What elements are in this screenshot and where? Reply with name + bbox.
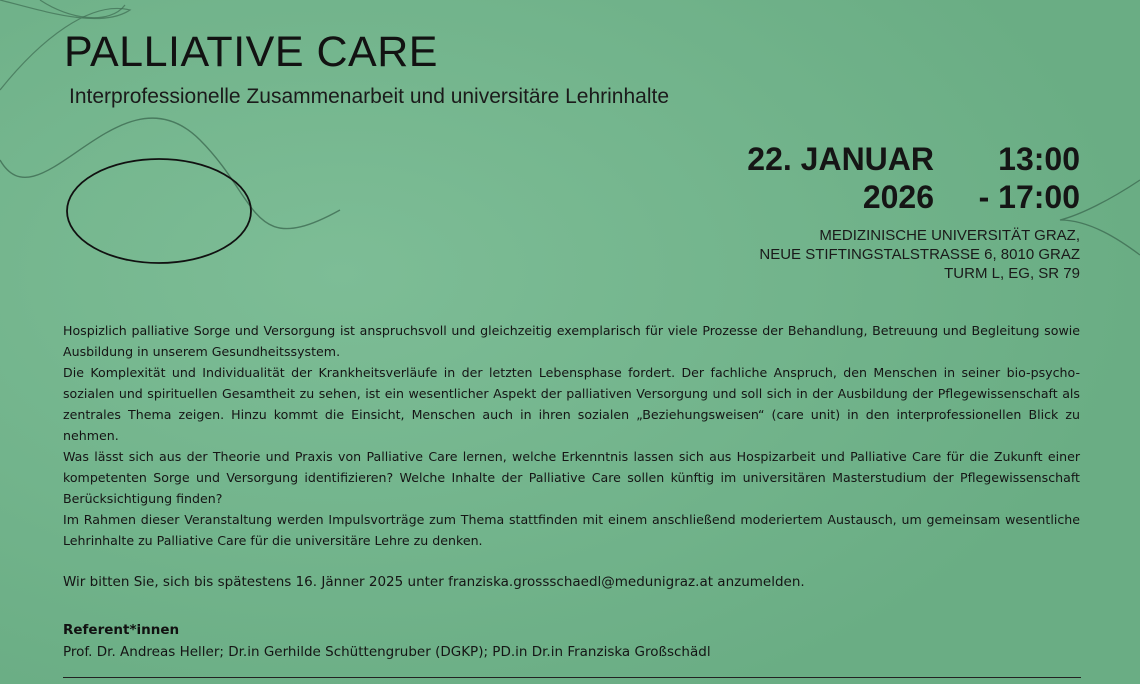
description-paragraph-4: Im Rahmen dieser Veranstaltung werden Impulsvorträge zum Thema stattfinden mit einem anschließend moderiertem Austausch, um gemeinsam wesentliche Lehrinhalte zu Palliative Care für die universitäre Lehre zu denken. [63,512,1080,548]
event-time-line2: - 17:00 [978,179,1080,215]
venue-line3: TURM L, EG, SR 79 [944,265,1080,282]
page-subtitle: Interprofessionelle Zusammenarbeit und universitäre Lehrinhalte [69,85,669,108]
venue-line1: MEDIZINISCHE UNIVERSITÄT GRAZ, [819,227,1080,244]
description-paragraph-2: Die Komplexität und Individualität der Krankheitsverläufe in der letzten Lebensphase fordert. Der fachliche Anspruch, den Menschen in seiner bio-psycho-sozialen und spirituellen Gesamtheit zu sehen, ist ein wesentlicher Aspekt der palliativen Versorgung und soll sich in der Ausbildung der Pflegewissenschaft als zentrales Thema zeigen. Hinzu kommt die Einsicht, Menschen auch in ihren sozialen „Beziehungsweisen“ (care unit) in den interprofessionellen Blick zu nehmen. [63,365,1080,443]
event-time-line1: 13:00 [998,141,1080,177]
description [63,320,1080,551]
speakers-names: Prof. Dr. Andreas Heller; Dr.in Gerhilde Schüttengruber (DGKP); PD.in Dr.in Franziska Großschädl [63,644,711,660]
page-title: PALLIATIVE CARE [64,28,438,76]
event-date-line2: 2026 [862,179,934,215]
description-paragraph-1: Hospizlich palliative Sorge und Versorgung ist anspruchsvoll und gleichzeitig exemplarisch für viele Prozesse der Behandlung, Betreuung und Begleitung sowie Ausbildung in unserem Gesundheitssystem. [63,323,1080,359]
registration-note: Wir bitten Sie, sich bis spätestens 16. Jänner 2025 unter franziska.grossschaedl@medunigraz.at anzumelden. [63,574,805,590]
event-date-time [747,140,1080,216]
event-venue [759,226,1080,283]
divider [63,677,1081,678]
event-date-line1: 22. JANUAR [747,141,934,177]
venue-line2: NEUE STIFTINGSTALSTRASSE 6, 8010 GRAZ [759,246,1080,263]
description-paragraph-3: Was lässt sich aus der Theorie und Praxis von Palliative Care lernen, welche Erkenntnis lassen sich aus Hospizarbeit und Palliative Care für die Zukunft einer kompetenten Sorge und Versorgung identifizieren? Welche Inhalte der Palliative Care sollen künftig im universitären Masterstudium der Pflegewissenschaft Berücksichtigung finden? [63,449,1080,506]
speakers-heading: Referent*innen [63,622,180,638]
